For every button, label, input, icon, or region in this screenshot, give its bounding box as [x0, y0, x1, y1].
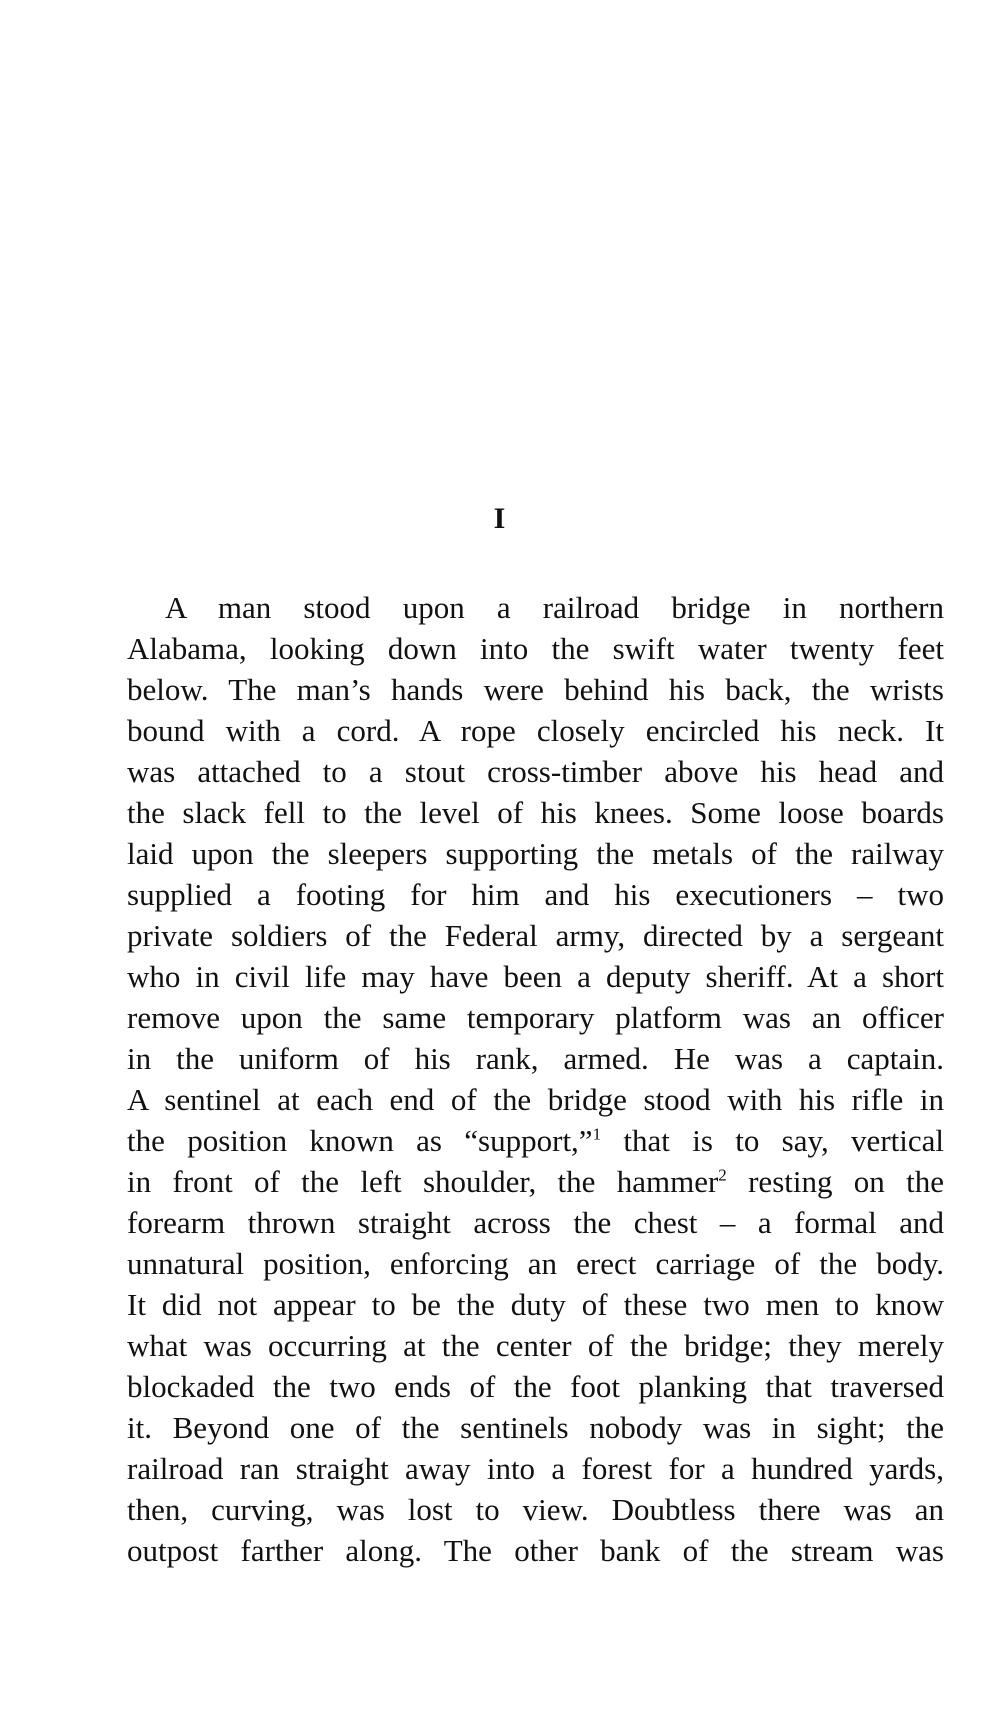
text-line: supplied a footing for him and his executioners – two [127, 877, 944, 912]
text-line: remove upon the same temporary platform was an officer [127, 1000, 944, 1035]
text-line [127, 1161, 944, 1202]
text-line: the slack fell to the level of his knees. Some loose boards [127, 795, 944, 830]
text-line-segment: the position known as “support,” [127, 1123, 593, 1158]
text-line: what was occurring at the center of the bridge; they merely [127, 1328, 944, 1363]
text-line [127, 1120, 944, 1161]
text-line: A sentinel at each end of the bridge stood with his rifle in [127, 1082, 944, 1117]
text-line: railroad ran straight away into a forest for a hundred yards, [127, 1451, 944, 1486]
text-line: blockaded the two ends of the foot planking that traversed [127, 1369, 944, 1404]
text-line: was attached to a stout cross-timber above his head and [127, 754, 944, 789]
text-line-segment: that is to say, vertical [601, 1123, 944, 1158]
chapter-heading: I [493, 502, 507, 535]
text-line: Alabama, looking down into the swift water twenty feet [127, 631, 944, 666]
text-line: laid upon the sleepers supporting the metals of the railway [127, 836, 944, 871]
body-text [127, 587, 944, 1571]
text-line: it. Beyond one of the sentinels nobody was in sight; the [127, 1410, 944, 1445]
text-line-segment: in front of the left shoulder, the hammer [127, 1164, 719, 1199]
text-line: below. The man’s hands were behind his back, the wrists [127, 672, 944, 707]
text-line: unnatural position, enforcing an erect carriage of the body. [127, 1246, 944, 1281]
footnote-marker: 2 [718, 1165, 727, 1185]
text-line-segment: resting on the [726, 1164, 944, 1199]
text-line: forearm thrown straight across the chest – a formal and [127, 1205, 944, 1240]
text-line: then, curving, was lost to view. Doubtless there was an [127, 1492, 944, 1527]
text-line: who in civil life may have been a deputy sheriff. At a short [127, 959, 944, 994]
text-line: in the uniform of his rank, armed. He was a captain. [127, 1041, 944, 1076]
text-line: bound with a cord. A rope closely encircled his neck. It [127, 713, 944, 748]
text-line: private soldiers of the Federal army, directed by a sergeant [127, 918, 944, 953]
text-line: A man stood upon a railroad bridge in northern [165, 590, 944, 625]
footnote-marker: 1 [592, 1124, 602, 1144]
text-line: It did not appear to be the duty of these two men to know [127, 1287, 944, 1322]
text-line: outpost farther along. The other bank of the stream was [127, 1533, 944, 1568]
